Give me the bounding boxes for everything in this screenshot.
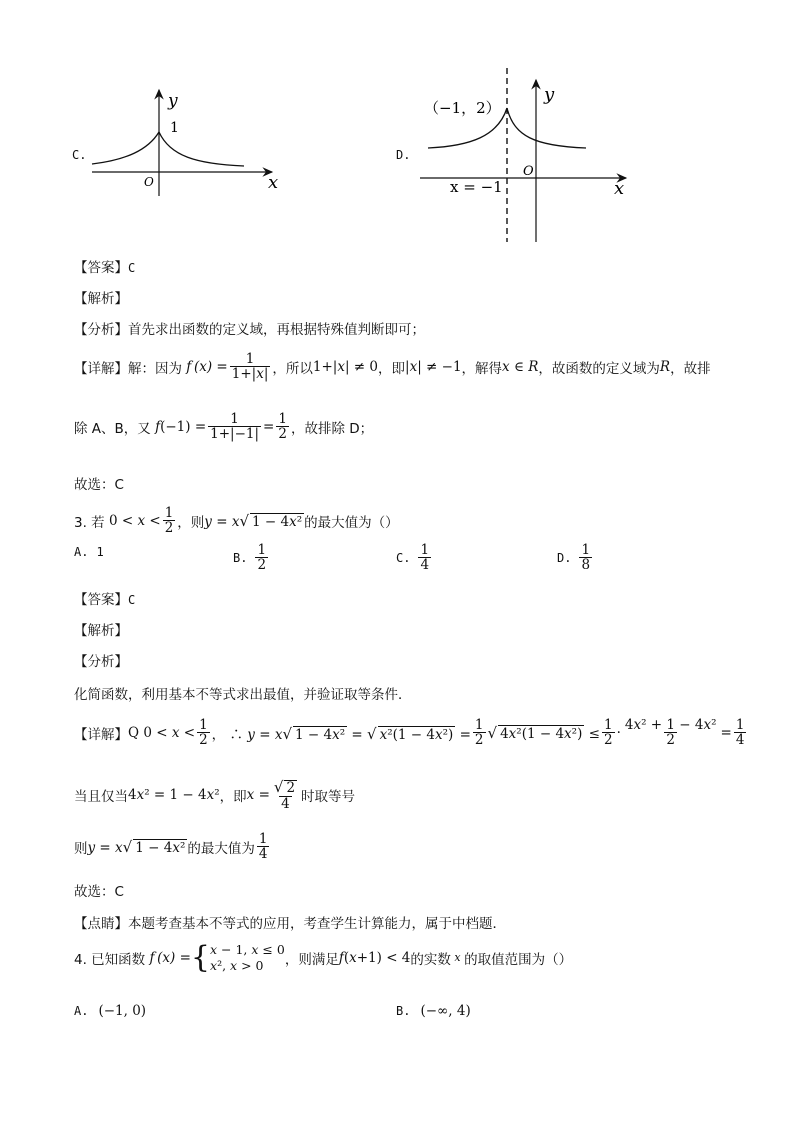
math-frac: $\frac{1}{1+|x|}$ xyxy=(231,351,269,383)
answer-tag: 【答案】 xyxy=(74,260,128,276)
stem-text: 3. 若 xyxy=(74,514,105,531)
curve-right xyxy=(159,132,244,166)
q3-answer xyxy=(74,588,135,608)
stem-text: ，则满足 xyxy=(284,951,339,968)
option-label: A. xyxy=(74,1004,89,1018)
math-expr: f(x+1) < 4 xyxy=(338,949,411,966)
q3-option-a xyxy=(74,545,104,559)
math-frac: $\frac{1}{2}$ xyxy=(474,717,484,749)
option-label: C. xyxy=(396,550,411,565)
q2-detail-line2 xyxy=(74,412,373,441)
x-axis-label: x xyxy=(614,178,625,199)
y-axis-label: y xyxy=(544,84,555,105)
math-frac: $\frac{√ 2}{4}$ xyxy=(273,778,296,812)
detail-text: ，故排 xyxy=(670,360,711,377)
q4-option-b xyxy=(396,1003,471,1019)
q3-fenxi-tag: 【分析】 xyxy=(74,654,128,670)
math-frac: $\frac{1}{1+|-1|}$ xyxy=(210,411,260,443)
q3-equality-line xyxy=(74,780,355,811)
math-expr: √ 4x²(1 − 4x²) ≤ xyxy=(487,723,600,742)
stem-text: ，则 xyxy=(177,514,205,531)
detail-text: 除 A、B，又 xyxy=(74,420,151,437)
math-frac: $\frac{1}{2}$ xyxy=(164,505,174,537)
detail-text: ，故函数的定义域为 xyxy=(538,360,660,377)
detail-text: ，所以 xyxy=(272,360,313,377)
detail-text: ，即 xyxy=(378,360,405,377)
option-d-label: D. xyxy=(396,148,411,162)
math-frac: $\frac{1}{2}$ xyxy=(603,717,613,749)
math-expr: |x| ≠ −1 xyxy=(405,358,462,375)
stem-text: 4. 已知函数 xyxy=(74,951,146,968)
q2-detail-line1 xyxy=(74,352,711,381)
q3-detail-line xyxy=(74,718,748,747)
option-label: B. xyxy=(396,1004,411,1018)
frac-den: 4 xyxy=(420,557,430,574)
comment-tag: 【点睛】 xyxy=(74,916,128,932)
origin-label: O xyxy=(144,175,154,189)
graph-d xyxy=(416,64,636,246)
math-frac: $\frac{1}{4}$ xyxy=(258,831,268,863)
option-value xyxy=(579,543,592,572)
q4-stem xyxy=(74,939,573,975)
math-expr: x ∈ R xyxy=(502,358,539,375)
answer-value: C xyxy=(128,261,136,275)
math-expr: ， ∴ y = x√ 1 − 4x² = √ x²(1 − 4x²) = xyxy=(211,724,471,743)
asymptote-label: x = −1 xyxy=(450,178,503,196)
math-expr: y = x√ 1 − 4x² xyxy=(87,837,186,856)
q2-analysis-tag: 【解析】 xyxy=(74,291,128,307)
q3-stem xyxy=(74,506,399,535)
q3-option-d xyxy=(557,543,594,572)
curve-right xyxy=(507,108,586,148)
option-value: 1 xyxy=(96,545,104,559)
math-brace: { xyxy=(190,939,210,975)
option-c-label: C. xyxy=(72,148,87,162)
math-frac: $\frac{1}{4}$ xyxy=(735,717,745,749)
option-label: B. xyxy=(233,550,248,565)
math-frac: $\frac{\text{4x² + 1 − 4x²}}{2}$ xyxy=(624,717,717,749)
stem-text: 的取值范围为（） xyxy=(464,951,573,968)
graph-c xyxy=(86,84,286,199)
math-expr: 4x² = 1 − 4x² xyxy=(128,787,220,804)
math-fx: f (x) = xyxy=(182,358,228,375)
q3-comment xyxy=(74,912,506,932)
math-expr: Q 0 < x < xyxy=(128,724,196,741)
comment-text: 本题考查基本不等式的应用，考查学生计算能力，属于中档题． xyxy=(128,916,506,932)
q3-option-b xyxy=(233,543,270,572)
q2-answer xyxy=(74,256,135,276)
option-value xyxy=(255,543,268,572)
math-expr: 1+|x| ≠ 0 xyxy=(312,358,378,375)
math-expr: f(−1) = xyxy=(155,418,207,435)
answer-tag: 【答案】 xyxy=(74,592,128,608)
option-value xyxy=(418,543,431,572)
frac-den: 8 xyxy=(581,557,591,574)
math-eq: = xyxy=(263,418,275,435)
option-label: A. xyxy=(74,545,89,559)
frac-num: 1 xyxy=(257,542,267,558)
math-fx: f (x) = xyxy=(145,949,191,966)
frac-num: 1 xyxy=(420,542,430,558)
point-label: （−1，2） xyxy=(424,99,501,117)
detail-text: 则 xyxy=(74,840,88,857)
math-dot: · xyxy=(616,724,621,741)
math-var: x xyxy=(450,951,465,965)
math-expr: y = x√ 1 − 4x² xyxy=(204,511,303,530)
stem-text: 的最大值为（） xyxy=(304,514,399,531)
q3-analysis-tag: 【解析】 xyxy=(74,623,128,639)
fenxi-tag: 【分析】 xyxy=(74,322,128,338)
frac-den: 2 xyxy=(257,557,267,574)
q3-max-line xyxy=(74,832,271,861)
frac-num: 1 xyxy=(581,542,591,558)
detail-tag: 【详解】 xyxy=(74,726,128,743)
answer-value: C xyxy=(128,593,136,607)
detail-text: 时取等号 xyxy=(301,789,356,806)
q3-fenxi-text: 化简函数，利用基本不等式求出最值，并验证取等条件． xyxy=(74,687,412,703)
origin-label: O xyxy=(523,164,534,179)
detail-text: 的最大值为 xyxy=(187,840,255,857)
detail-text: ，解得 xyxy=(461,360,503,377)
curve-left xyxy=(92,132,159,164)
detail-text: ，即 xyxy=(219,789,247,806)
q2-fenxi xyxy=(74,318,425,338)
option-value: (−1, 0) xyxy=(98,1003,147,1019)
option-label: D. xyxy=(557,550,572,565)
detail-text: ，故排除 D； xyxy=(290,420,374,437)
option-value: (−∞, 4) xyxy=(420,1003,471,1019)
math-eq: = xyxy=(720,724,732,741)
math-cases: x − 1, x ≤ 0 x², x > 0 xyxy=(210,942,285,973)
detail-text: 解：因为 xyxy=(128,360,182,377)
q3-choose: 故选：C xyxy=(74,884,124,900)
math-frac: $\frac{1}{2}$ xyxy=(278,411,287,443)
stem-text: 的实数 xyxy=(410,951,451,968)
math-frac: $\frac{1}{2}$ xyxy=(199,717,208,749)
q3-option-c xyxy=(396,543,433,572)
math-expr: x = xyxy=(246,787,270,804)
detail-tag: 【详解】 xyxy=(74,360,128,377)
y-axis-label: y xyxy=(168,91,178,111)
x-axis-label: x xyxy=(268,172,279,193)
peak-label: 1 xyxy=(170,120,179,136)
q2-choose: 故选：C xyxy=(74,477,124,493)
fenxi-text: 首先求出函数的定义域，再根据特殊值判断即可； xyxy=(128,322,425,338)
math-expr: R xyxy=(659,358,671,375)
detail-text: 当且仅当 xyxy=(74,789,128,806)
q4-option-a xyxy=(74,1003,146,1019)
math-expr: 0 < x < xyxy=(104,512,161,529)
